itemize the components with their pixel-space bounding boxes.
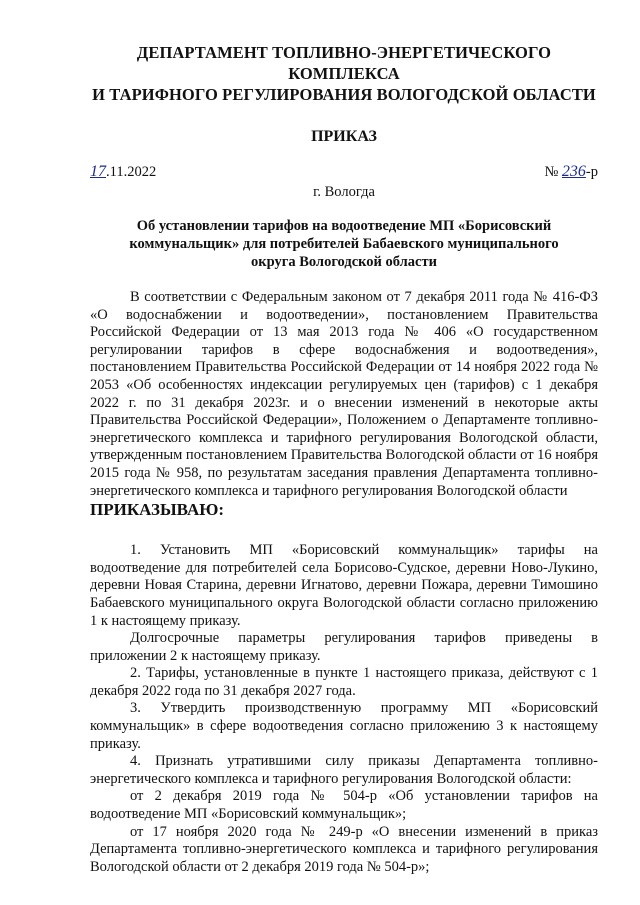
preamble-paragraph: В соответствии с Федеральным законом от 7 декабря 2011 года № 416-ФЗ «О водоснабжении и водоотведении», постановлением Правительства Российской Федерации от 13 мая 2013 года № 406 «О государственном регулировании тарифов в сфере водоснабжения и водоотведения», постановлением Правительства Российской Федерации от 14 ноября 2022 года № 2053 «Об особенностях индексации регулируемых цен (тарифов) с 1 декабря 2022 г. по 31 декабря 2023г. и о внесении изменений в некоторые акты Правительства Российской Федерации», Положением о Департаменте топливно-энергетического комплекса и тарифного регулирования Вологодской области, утвержденным постановлением Правительства Вологодской области от 16 ноября 2015 года № 958, по результатам заседания правления Департамента топливно-энергетического комплекса и тарифного регулирования Вологодской области — [90, 289, 598, 499]
date-number-row — [90, 163, 598, 181]
number-sign: № — [544, 164, 559, 180]
department-line-1: ДЕПАРТАМЕНТ ТОПЛИВНО-ЭНЕРГЕТИЧЕСКОГО КОМПЛЕКСА — [136, 43, 552, 83]
paragraph-3: 3. Утвердить производственную программу МП «Борисовский коммунальщик» в сфере водоотведения согласно приложению 3 к настоящему приказу. — [90, 700, 598, 752]
department-line-2: И ТАРИФНОГО РЕГУЛИРОВАНИЯ ВОЛОГОДСКОЙ ОБЛАСТИ — [92, 85, 596, 104]
number-suffix: -р — [585, 164, 598, 180]
paragraph-2: 2. Тарифы, установленные в пункте 1 настоящего приказа, действуют с 1 декабря 2022 года по 31 декабря 2027 года. — [90, 665, 598, 699]
handwritten-number: 236 — [561, 163, 586, 180]
department-name — [90, 42, 598, 105]
order-number — [544, 163, 598, 181]
document-type: ПРИКАЗ — [311, 128, 377, 145]
date-month-year: .11.2022 — [106, 164, 157, 180]
order-subject: Об установлении тарифов на водоотведение МП «Борисовский коммунальщик» для потребителей Бабаевского муниципального округа Вологодской области — [129, 218, 559, 270]
paragraph-4-item-1: от 2 декабря 2019 года № 504-р «Об установлении тарифов на водоотведение МП «Борисовский коммунальщик»; — [90, 788, 598, 823]
decree-word: ПРИКАЗЫВАЮ: — [90, 500, 225, 520]
city: г. Вологда — [313, 184, 375, 200]
paragraph-4: 4. Признать утратившими силу приказы Департамента топливно-энергетического комплекса и тарифного регулирования Вологодской области: — [90, 753, 598, 787]
paragraph-1-params: Долгосрочные параметры регулирования тарифов приведены в приложении 2 к настоящему приказу. — [90, 630, 598, 664]
paragraph-1: 1. Установить МП «Борисовский коммунальщик» тарифы на водоотведение для потребителей села Борисово-Судское, деревни Ново-Лукино, деревни Новая Старина, деревни Игнатово, деревни Пожара, деревни Тимошино Бабаевского муниципального округа Вологодской области согласно приложению 1 к настоящему приказу. — [90, 542, 598, 629]
handwritten-day: 17 — [90, 163, 106, 180]
order-date — [90, 163, 156, 181]
paragraph-4-item-2: от 17 ноября 2020 года № 249-р «О внесении изменений в приказ Департамента топливно-энергетического комплекса и тарифного регулирования Вологодской области от 2 декабря 2019 года № 504-р»; — [90, 823, 598, 875]
